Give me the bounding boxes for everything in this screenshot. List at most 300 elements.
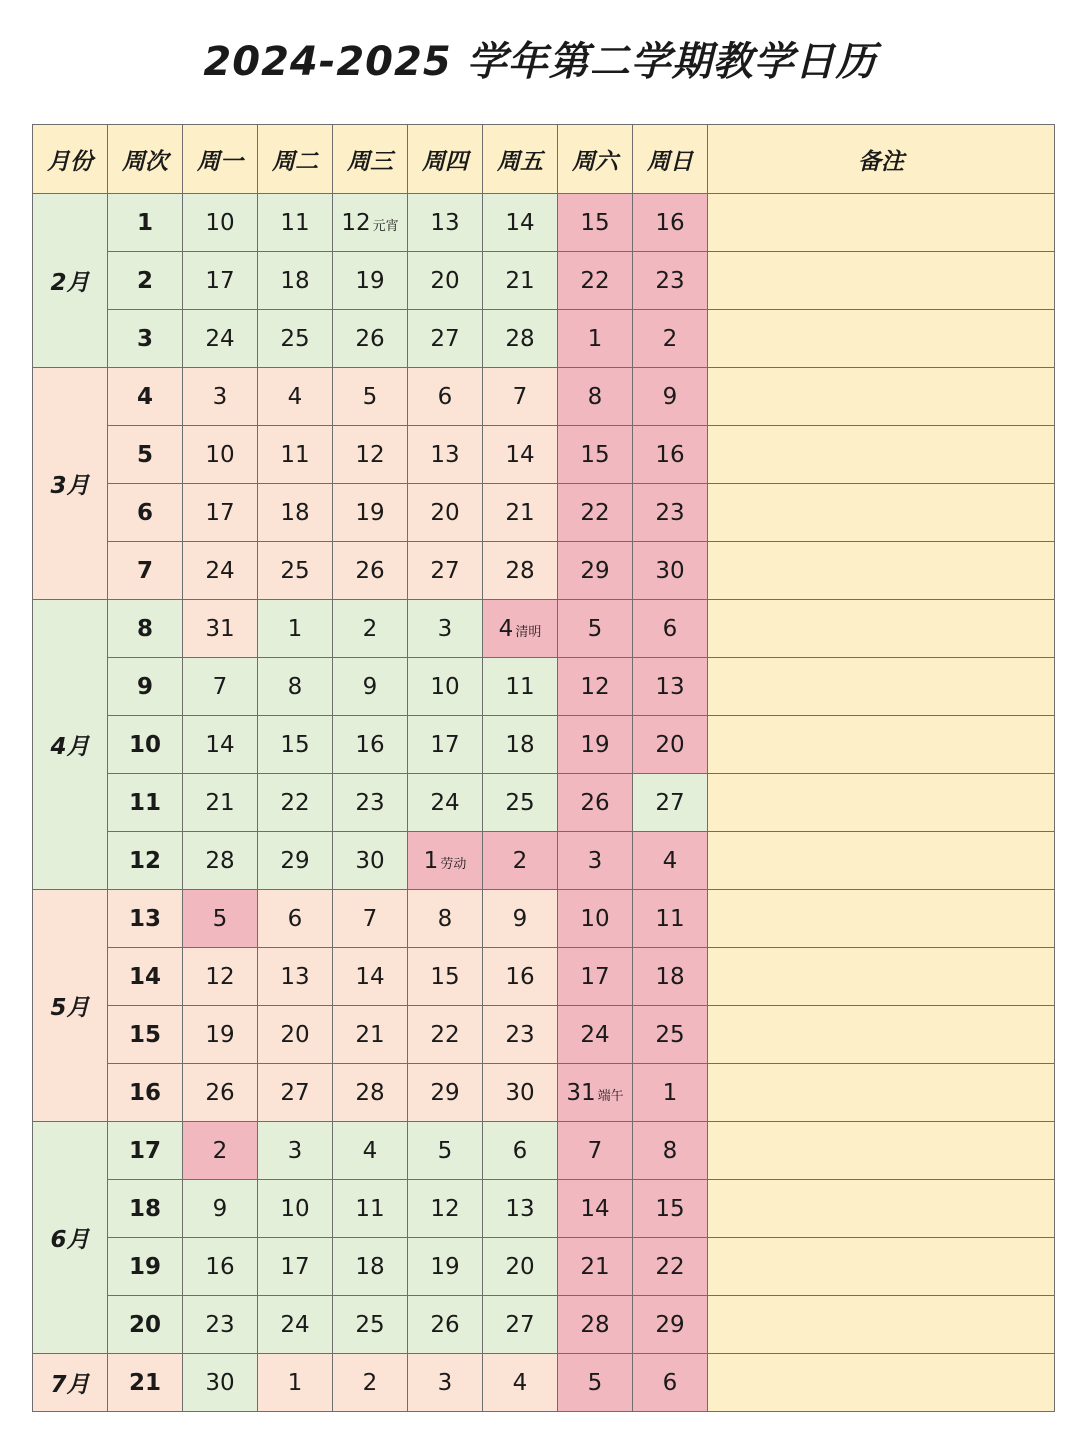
day-cell [183,1064,258,1122]
day-cell [483,252,558,310]
day-cell [558,368,633,426]
day-number: 29 [430,1079,460,1106]
day-number: 18 [355,1253,385,1280]
day-number: 28 [355,1079,385,1106]
day-number: 9 [512,905,528,932]
week-number: 20 [108,1296,183,1354]
day-number: 3 [287,1137,303,1164]
day-number: 18 [505,731,535,758]
day-cell [333,426,408,484]
day-number: 21 [355,1021,385,1048]
day-cell [408,1238,483,1296]
day-cell [483,1006,558,1064]
day-cell [408,426,483,484]
day-number: 14 [580,1195,610,1222]
day-number: 14 [505,209,535,236]
day-number: 18 [655,963,685,990]
day-number: 12 [580,673,610,700]
day-number: 6 [512,1137,528,1164]
day-number: 28 [505,325,535,352]
day-number: 6 [437,383,453,410]
day-number: 24 [280,1311,310,1338]
day-cell [633,368,708,426]
day-number: 29 [580,557,610,584]
day-number: 7 [587,1137,603,1164]
day-number: 19 [355,267,385,294]
day-cell [633,1296,708,1354]
day-number: 13 [655,673,685,700]
header-tue: 周二 [258,125,333,194]
day-cell [258,774,333,832]
day-cell [183,948,258,1006]
day-cell [408,716,483,774]
day-number: 12 [205,963,235,990]
day-number: 27 [505,1311,535,1338]
holiday-label: 清明 [515,624,542,640]
day-cell [558,716,633,774]
day-cell [633,1064,708,1122]
day-number: 22 [655,1253,685,1280]
week-row [33,1006,1055,1064]
day-number: 22 [580,499,610,526]
day-number: 29 [655,1311,685,1338]
day-number: 30 [655,557,685,584]
day-number: 19 [355,499,385,526]
day-cell [558,658,633,716]
day-cell [633,1006,708,1064]
day-number: 7 [362,905,378,932]
day-cell [333,1238,408,1296]
day-cell [333,310,408,368]
week-row [33,426,1055,484]
day-number: 5 [437,1137,453,1164]
day-number: 25 [505,789,535,816]
day-number: 5 [587,1369,603,1396]
week-row [33,368,1055,426]
day-number: 6 [662,615,678,642]
day-number: 17 [430,731,460,758]
day-cell [258,426,333,484]
notes-cell [708,774,1055,832]
day-cell [333,252,408,310]
day-number: 1 [423,847,439,874]
notes-cell [708,948,1055,1006]
notes-cell [708,1238,1055,1296]
day-cell [183,1296,258,1354]
day-number: 6 [662,1369,678,1396]
day-cell [258,1296,333,1354]
day-cell [333,1122,408,1180]
day-number: 1 [287,1369,303,1396]
week-number: 11 [108,774,183,832]
day-number: 25 [355,1311,385,1338]
day-number: 11 [280,209,310,236]
day-number: 4 [498,615,514,642]
week-row [33,832,1055,890]
day-number: 23 [205,1311,235,1338]
day-cell [408,1296,483,1354]
day-cell [483,542,558,600]
holiday-label: 端午 [597,1088,624,1104]
day-cell [633,1180,708,1238]
day-number: 26 [205,1079,235,1106]
day-number: 23 [355,789,385,816]
day-number: 10 [205,441,235,468]
day-number: 16 [655,441,685,468]
day-cell [633,1238,708,1296]
day-number: 20 [280,1021,310,1048]
day-number: 19 [580,731,610,758]
day-number: 31 [566,1079,596,1106]
notes-cell [708,716,1055,774]
day-cell [408,890,483,948]
day-number: 28 [205,847,235,874]
day-cell [183,426,258,484]
week-row [33,1354,1055,1412]
day-number: 27 [655,789,685,816]
day-cell [183,484,258,542]
day-cell [408,542,483,600]
month-label: 5月 [33,890,108,1122]
day-cell [333,890,408,948]
week-number: 1 [108,194,183,252]
day-cell [258,310,333,368]
month-label: 4月 [33,600,108,890]
day-cell [333,1180,408,1238]
day-number: 11 [280,441,310,468]
day-cell [483,310,558,368]
week-row [33,890,1055,948]
day-number: 15 [580,209,610,236]
day-cell [183,600,258,658]
day-number: 9 [362,673,378,700]
day-cell [408,484,483,542]
day-cell [408,1354,483,1412]
day-number: 9 [212,1195,228,1222]
day-number: 4 [287,383,303,410]
day-number: 2 [662,325,678,352]
day-number: 28 [580,1311,610,1338]
day-number: 14 [205,731,235,758]
day-cell [333,658,408,716]
day-cell [183,774,258,832]
day-cell [258,890,333,948]
day-cell [183,194,258,252]
month-label: 3月 [33,368,108,600]
day-number: 16 [355,731,385,758]
day-cell [333,1296,408,1354]
day-cell [183,890,258,948]
day-number: 13 [430,441,460,468]
day-cell [258,1064,333,1122]
day-cell [258,832,333,890]
header-week: 周次 [108,125,183,194]
day-cell [258,1238,333,1296]
day-cell [483,1354,558,1412]
day-cell [483,1180,558,1238]
day-cell [183,658,258,716]
week-row [33,600,1055,658]
day-cell [408,658,483,716]
day-cell [558,774,633,832]
day-cell [483,774,558,832]
day-cell [483,1064,558,1122]
day-cell [633,252,708,310]
day-number: 24 [430,789,460,816]
week-row [33,1064,1055,1122]
day-cell [333,948,408,1006]
day-cell [558,1238,633,1296]
day-number: 12 [341,209,371,236]
day-cell [558,948,633,1006]
header-notes: 备注 [708,125,1055,194]
day-number: 30 [505,1079,535,1106]
day-number: 2 [512,847,528,874]
day-number: 21 [505,267,535,294]
week-number: 2 [108,252,183,310]
day-number: 17 [580,963,610,990]
notes-cell [708,658,1055,716]
day-cell [183,1354,258,1412]
day-cell [558,1122,633,1180]
day-cell [258,542,333,600]
day-number: 25 [280,557,310,584]
day-cell [333,194,408,252]
day-cell [483,658,558,716]
calendar-body [33,194,1055,1412]
header-sat: 周六 [558,125,633,194]
week-number: 3 [108,310,183,368]
week-row [33,194,1055,252]
day-number: 2 [362,615,378,642]
day-number: 10 [580,905,610,932]
day-number: 11 [355,1195,385,1222]
week-row [33,658,1055,716]
week-number: 14 [108,948,183,1006]
week-row [33,948,1055,1006]
day-number: 26 [355,557,385,584]
week-row [33,716,1055,774]
day-number: 12 [355,441,385,468]
header-thu: 周四 [408,125,483,194]
week-number: 18 [108,1180,183,1238]
day-cell [633,774,708,832]
week-row [33,1296,1055,1354]
notes-cell [708,426,1055,484]
day-cell [483,948,558,1006]
day-number: 20 [505,1253,535,1280]
notes-cell [708,194,1055,252]
day-number: 12 [430,1195,460,1222]
day-number: 23 [655,499,685,526]
week-number: 6 [108,484,183,542]
holiday-label: 元宵 [372,218,399,234]
day-cell [408,1122,483,1180]
day-cell [183,1238,258,1296]
day-number: 24 [205,325,235,352]
day-cell [333,716,408,774]
day-number: 18 [280,499,310,526]
day-number: 25 [280,325,310,352]
day-number: 26 [355,325,385,352]
day-number: 21 [505,499,535,526]
notes-cell [708,1064,1055,1122]
day-cell [183,1180,258,1238]
week-row [33,252,1055,310]
day-cell [258,1180,333,1238]
day-number: 19 [205,1021,235,1048]
notes-cell [708,1180,1055,1238]
day-cell [633,310,708,368]
day-cell [183,542,258,600]
day-number: 20 [430,499,460,526]
day-cell [258,948,333,1006]
day-number: 16 [205,1253,235,1280]
day-number: 23 [505,1021,535,1048]
week-row [33,1180,1055,1238]
day-number: 1 [587,325,603,352]
day-cell [258,368,333,426]
day-cell [333,600,408,658]
notes-cell [708,484,1055,542]
day-cell [258,716,333,774]
day-cell [333,774,408,832]
day-number: 1 [287,615,303,642]
day-number: 14 [355,963,385,990]
day-cell [183,716,258,774]
week-number: 19 [108,1238,183,1296]
day-cell [483,1296,558,1354]
month-label: 6月 [33,1122,108,1354]
day-cell [633,716,708,774]
page-title: 2024-2025 学年第二学期教学日历 [203,39,877,85]
day-number: 5 [212,905,228,932]
day-number: 3 [437,1369,453,1396]
week-number: 5 [108,426,183,484]
day-cell [258,484,333,542]
notes-cell [708,890,1055,948]
day-number: 26 [430,1311,460,1338]
day-cell [558,1354,633,1412]
week-row [33,1122,1055,1180]
day-cell [333,1006,408,1064]
day-number: 24 [205,557,235,584]
day-cell [258,1354,333,1412]
week-number: 17 [108,1122,183,1180]
header-wed: 周三 [333,125,408,194]
day-number: 10 [430,673,460,700]
day-cell [483,716,558,774]
day-cell [483,484,558,542]
day-cell [558,542,633,600]
week-number: 4 [108,368,183,426]
month-label: 2月 [33,194,108,368]
week-number: 13 [108,890,183,948]
day-number: 17 [205,267,235,294]
day-number: 26 [580,789,610,816]
week-number: 7 [108,542,183,600]
day-cell [183,1006,258,1064]
day-cell [333,368,408,426]
day-number: 18 [280,267,310,294]
calendar-table [32,124,1055,1412]
day-cell [408,252,483,310]
notes-cell [708,1354,1055,1412]
header-mon: 周一 [183,125,258,194]
notes-cell [708,832,1055,890]
day-cell [558,890,633,948]
day-number: 13 [505,1195,535,1222]
day-number: 5 [362,383,378,410]
notes-cell [708,600,1055,658]
week-number: 9 [108,658,183,716]
day-cell [408,368,483,426]
day-number: 28 [505,557,535,584]
day-cell [558,1064,633,1122]
notes-cell [708,310,1055,368]
day-number: 19 [430,1253,460,1280]
header-month: 月份 [33,125,108,194]
day-cell [258,1006,333,1064]
notes-cell [708,368,1055,426]
holiday-label: 劳动 [440,856,467,872]
day-number: 13 [280,963,310,990]
day-number: 15 [655,1195,685,1222]
week-number: 10 [108,716,183,774]
day-number: 30 [355,847,385,874]
day-cell [633,600,708,658]
day-cell [183,1122,258,1180]
day-cell [333,542,408,600]
header-sun: 周日 [633,125,708,194]
day-cell [483,194,558,252]
day-cell [258,194,333,252]
day-number: 1 [662,1079,678,1106]
day-cell [633,426,708,484]
day-cell [633,484,708,542]
day-cell [408,194,483,252]
day-cell [333,1064,408,1122]
day-number: 17 [280,1253,310,1280]
week-row [33,1238,1055,1296]
day-number: 21 [580,1253,610,1280]
week-number: 21 [108,1354,183,1412]
day-number: 22 [430,1021,460,1048]
day-number: 8 [662,1137,678,1164]
day-number: 14 [505,441,535,468]
day-cell [483,832,558,890]
day-cell [633,542,708,600]
notes-cell [708,1006,1055,1064]
day-cell [258,658,333,716]
day-cell [483,426,558,484]
day-number: 21 [205,789,235,816]
day-number: 4 [662,847,678,874]
week-number: 8 [108,600,183,658]
day-number: 27 [280,1079,310,1106]
day-number: 24 [580,1021,610,1048]
day-number: 31 [205,615,235,642]
day-number: 11 [505,673,535,700]
day-number: 7 [512,383,528,410]
day-cell [558,1296,633,1354]
day-number: 8 [587,383,603,410]
day-cell [558,600,633,658]
day-cell [633,194,708,252]
day-cell [183,368,258,426]
notes-cell [708,252,1055,310]
day-cell [483,600,558,658]
